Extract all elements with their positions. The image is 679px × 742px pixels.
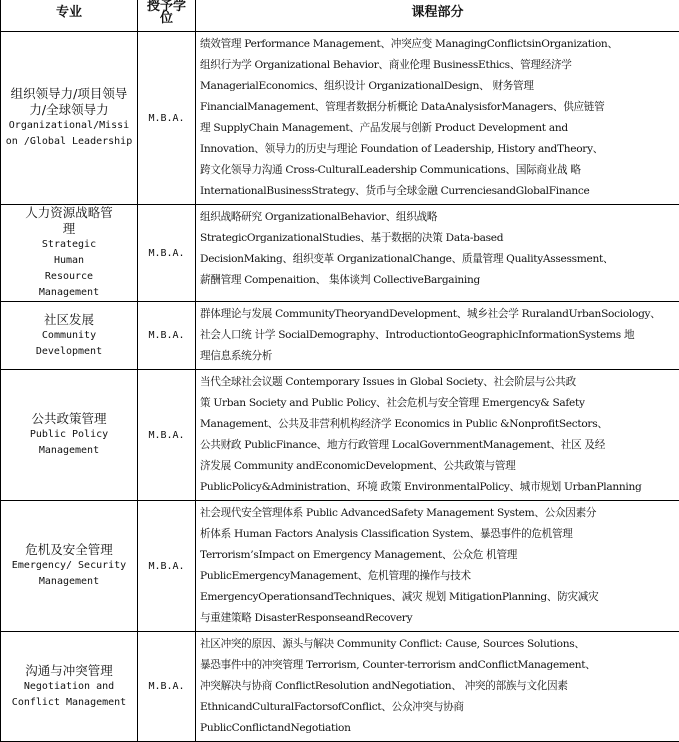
major-name-en: Strategic Human Resource Management xyxy=(3,237,135,301)
course-line: PublicConflictandNegotiation xyxy=(200,718,679,739)
courses-cell xyxy=(196,205,679,302)
major-name-en: Negotiation and Conflict Management xyxy=(3,679,135,711)
courses-cell xyxy=(196,32,679,205)
major-cell xyxy=(1,501,138,632)
course-line: 群体理论与发展 CommunityTheoryandDevelopment、城乡社会学 RuralandUrbanSociology、 xyxy=(200,304,679,325)
header-major: 专业 xyxy=(1,0,138,32)
major-name-en: Organizational/Missi on /Global Leadership xyxy=(3,118,135,150)
table-row xyxy=(1,205,679,302)
degree-cell: M.B.A. xyxy=(138,632,196,742)
major-cell xyxy=(1,370,138,501)
course-line: Terrorism’sImpact on Emergency Management、公众危 机管理 xyxy=(200,545,679,566)
course-line: 组织行为学 Organizational Behavior、商业伦理 BusinessEthics、管理经济学 xyxy=(200,55,679,76)
course-line: 析体系 Human Factors Analysis Classification System、暴恐事件的危机管理 xyxy=(200,524,679,545)
table-row xyxy=(1,370,679,501)
degree-cell: M.B.A. xyxy=(138,205,196,302)
major-name-en: Public Policy Management xyxy=(3,427,135,459)
major-name-cn: 组织领导力/项目领导 力/全球领导力 xyxy=(3,86,135,118)
course-line: 理 SupplyChain Management、产品发展与创新 Product Development and xyxy=(200,118,679,139)
course-line: 薪酬管理 Compenaition、 集体谈判 CollectiveBargaining xyxy=(200,270,679,291)
course-line: ManagerialEconomics、组织设计 OrganizationalDesign、 财务管理 xyxy=(200,76,679,97)
courses-cell xyxy=(196,632,679,742)
header-degree: 授予学 位 xyxy=(138,0,196,32)
major-name-cn: 社区发展 xyxy=(3,312,135,328)
major-name-cn: 沟通与冲突管理 xyxy=(3,663,135,679)
header-row xyxy=(1,0,679,32)
courses-cell xyxy=(196,302,679,370)
course-line: FinancialManagement、管理者数据分析概论 DataAnalysisforManagers、供应链管 xyxy=(200,97,679,118)
course-line: 策 Urban Society and Public Policy、社会危机与安全管理 Emergency& Safety xyxy=(200,393,679,414)
degree-cell: M.B.A. xyxy=(138,32,196,205)
table-row xyxy=(1,32,679,205)
course-line: 跨文化领导力沟通 Cross-CulturalLeadership Communications、国际商业战 略 xyxy=(200,160,679,181)
table-row xyxy=(1,302,679,370)
course-line: Management、公共及非营利机构经济学 Economics in Public &NonprofitSectors、 xyxy=(200,414,679,435)
course-line: 理信息系统分析 xyxy=(200,346,679,367)
table-body xyxy=(1,32,679,742)
courses-cell xyxy=(196,501,679,632)
degree-cell: M.B.A. xyxy=(138,501,196,632)
course-line: 社会人口统 计学 SocialDemography、IntroductiontoGeographicInformationSystems 地 xyxy=(200,325,679,346)
table-row xyxy=(1,501,679,632)
course-line: DecisionMaking、组织变革 OrganizationalChange、质量管理 QualityAssessment、 xyxy=(200,249,679,270)
course-line: 冲突解决与协商 ConflictResolution andNegotiation、 冲突的部族与文化因素 xyxy=(200,676,679,697)
major-cell xyxy=(1,205,138,302)
course-line: Innovation、领导力的历史与理论 Foundation of Leadership, History andTheory、 xyxy=(200,139,679,160)
course-line: PublicPolicy&Administration、环境 政策 EnvironmentalPolicy、城市规划 UrbanPlanning xyxy=(200,477,679,498)
course-line: 社区冲突的原因、源头与解决 Community Conflict: Cause, Sources Solutions、 xyxy=(200,634,679,655)
major-name-en: Community Development xyxy=(3,328,135,360)
course-line: 公共财政 PublicFinance、地方行政管理 LocalGovernmentManagement、社区 及经 xyxy=(200,435,679,456)
courses-cell xyxy=(196,370,679,501)
major-cell xyxy=(1,32,138,205)
major-name-cn: 人力资源战略管 理 xyxy=(3,205,135,237)
degree-cell: M.B.A. xyxy=(138,302,196,370)
course-line: EthnicandCulturalFactorsofConflict、公众冲突与协商 xyxy=(200,697,679,718)
header-courses: 课程部分 xyxy=(196,0,679,32)
major-cell xyxy=(1,632,138,742)
course-line: 济发展 Community andEconomicDevelopment、公共政策与管理 xyxy=(200,456,679,477)
course-line: EmergencyOperationsandTechniques、减灾 规划 MitigationPlanning、防灾减灾 xyxy=(200,587,679,608)
course-line: 暴恐事件中的冲突管理 Terrorism, Counter-terrorism andConflictManagement、 xyxy=(200,655,679,676)
course-line: 组织战略研究 OrganizationalBehavior、组织战略 xyxy=(200,207,679,228)
course-line: 与重建策略 DisasterResponseandRecovery xyxy=(200,608,679,629)
major-name-en: Emergency/ Security Management xyxy=(3,558,135,590)
major-name-cn: 危机及安全管理 xyxy=(3,542,135,558)
degree-cell: M.B.A. xyxy=(138,370,196,501)
course-line: 绩效管理 Performance Management、冲突应变 ManagingConflictsinOrganization、 xyxy=(200,34,679,55)
course-line: StrategicOrganizationalStudies、基于数据的决策 Data-based xyxy=(200,228,679,249)
course-line: 当代全球社会议题 Contemporary Issues in Global Society、社会阶层与公共政 xyxy=(200,372,679,393)
major-cell xyxy=(1,302,138,370)
table-row xyxy=(1,632,679,742)
course-line: InternationalBusinessStrategy、货币与全球金融 CurrenciesandGlobalFinance xyxy=(200,181,679,202)
course-line: PublicEmergencyManagement、危机管理的操作与技术 xyxy=(200,566,679,587)
course-line: 社会现代安全管理体系 Public AdvancedSafety Management System、公众因素分 xyxy=(200,503,679,524)
major-name-cn: 公共政策管理 xyxy=(3,411,135,427)
